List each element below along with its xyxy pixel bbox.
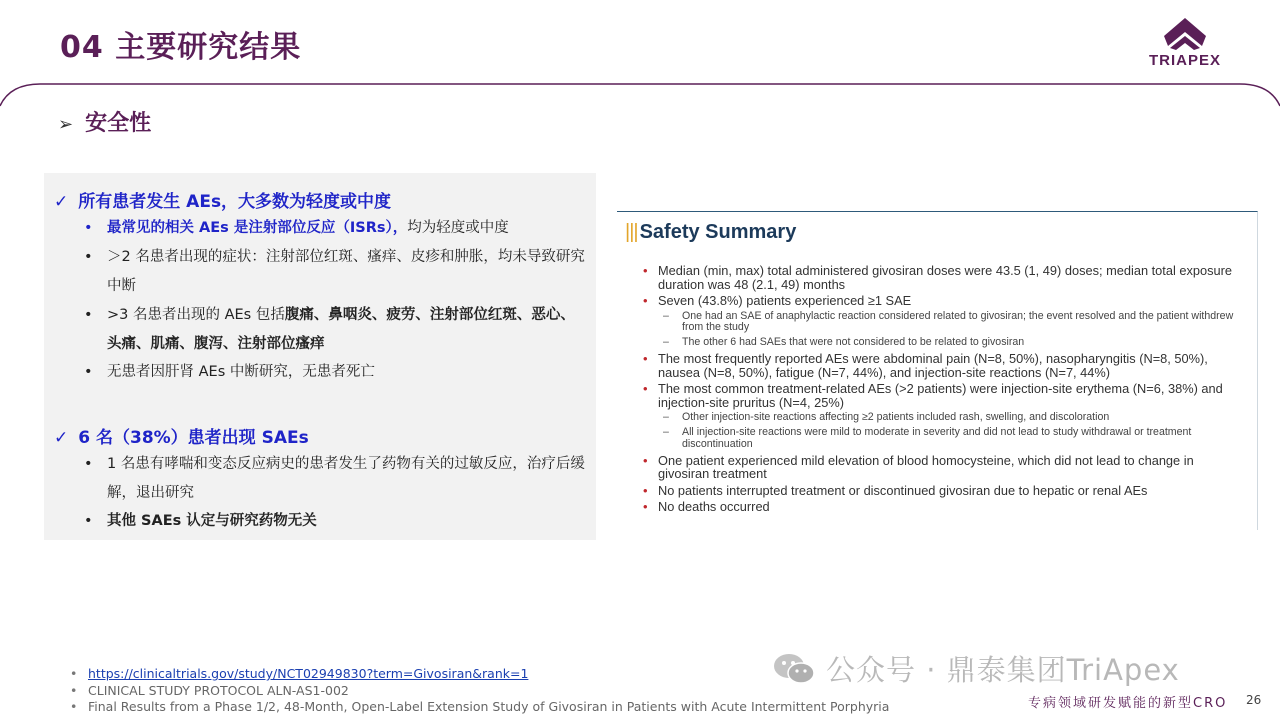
summary-item: • The most frequently reported AEs were abdominal pain (N=8, 50%), nasopharyngitis (N=8, 50%), nausea (N=8, 50%), fatigue (N=7, 44%), and injection-site reactions (N=7, 44%) <box>643 351 1208 380</box>
chinese-summary-panel <box>44 173 596 540</box>
bullet-icon: • <box>70 699 78 714</box>
triapex-logo <box>1140 16 1230 68</box>
tagline: 专病领域研发赋能的新型CRO <box>1028 696 1228 711</box>
bullet-icon: • <box>84 364 93 380</box>
bullet-icon: • <box>643 263 648 278</box>
bullet-highlight: 最常见的相关 AEs 是注射部位反应（ISRs）， <box>107 220 408 236</box>
summary-item: • One patient experienced mild elevation of blood homocysteine, which did not lead to change in givosiran treatment <box>643 452 1194 481</box>
clinicaltrials-link[interactable]: https://clinicaltrials.gov/study/NCT02949830?term=Givosiran&rank=1 <box>88 666 529 681</box>
references <box>70 666 889 716</box>
bullet-text: ＞2 名患者出现的症状：注射部位红斑、瘙痒、皮疹和肿胀，均未导致研究中断 <box>107 249 585 294</box>
bullet-icon: • <box>84 456 93 472</box>
bullet-bold-text: 其他 SAEs 认定与研究药物无关 <box>107 513 317 529</box>
bullet-text: 无患者因肝肾 AEs 中断研究，无患者死亡 <box>107 364 375 380</box>
summary-item: • The most common treatment-related AEs (>2 patients) were injection-site erythema (N=6, 38%) and injection-site pruritus (N=4, 25%) <box>643 381 1223 410</box>
bullet-item <box>84 301 589 359</box>
summary-item: • No deaths occurred <box>643 499 770 514</box>
bullet-item <box>84 214 589 243</box>
summary-subitem: – All injection-site reactions were mild to moderate in severity and did not lead to study withdrawal or treatment discontinuation <box>663 426 1192 450</box>
bullet-item <box>84 358 589 387</box>
summary-subitem: – Other injection-site reactions affecting ≥2 patients included rash, swelling, and discoloration <box>663 411 1110 423</box>
header-divider <box>0 78 1280 108</box>
check-item-text: 所有患者发生 AEs，大多数为轻度或中度 <box>78 192 392 212</box>
summary-item: • Seven (43.8%) patients experienced ≥1 SAE <box>643 293 912 308</box>
bars-icon: ||| <box>625 221 638 243</box>
section-heading <box>58 106 151 137</box>
summary-item: • No patients interrupted treatment or discontinued givosiran due to hepatic or renal AEs <box>643 482 1148 498</box>
dash-icon: – <box>663 426 669 438</box>
bullet-icon: • <box>643 351 648 366</box>
bullet-icon: • <box>643 482 648 498</box>
bullet-icon: • <box>643 293 648 308</box>
check-item-aes <box>54 187 391 212</box>
safety-summary-box <box>617 211 1258 530</box>
dash-icon: – <box>663 336 669 348</box>
summary-subitem: – One had an SAE of anaphylactic reaction considered related to givosiran; the event resolved and the patient withdrew from the study <box>663 309 1234 333</box>
safety-summary-title: ||| Safety Summary <box>625 221 797 243</box>
bullet-icon: • <box>84 513 93 529</box>
bullet-icon: • <box>643 381 648 396</box>
dash-icon: – <box>663 309 669 322</box>
bullet-text: 1 名患有哮喘和变态反应病史的患者发生了药物有关的过敏反应，治疗后缓解，退出研究 <box>107 456 585 501</box>
logo-text: TRIAPEX <box>1148 52 1221 69</box>
reference-item: • CLINICAL STUDY PROTOCOL ALN-AS1-002 <box>70 682 349 698</box>
arrow-right-icon: ➢ <box>58 114 74 135</box>
check-icon: ✓ <box>54 192 69 212</box>
triapex-logo-icon <box>1140 16 1230 56</box>
check-icon: ✓ <box>54 428 69 448</box>
bullet-icon: • <box>70 666 78 681</box>
wechat-icon <box>772 652 816 686</box>
bullet-item <box>84 450 589 508</box>
safety-summary-list <box>643 264 1243 517</box>
bullet-item <box>84 507 589 536</box>
reference-item <box>70 666 889 683</box>
bullet-bold-text: 腹痛、鼻咽炎、疲劳、注射部位红斑、恶心、头痛、肌痛、腹泻、注射部位瘙痒 <box>107 307 575 352</box>
page-title: 04 主要研究结果 <box>60 30 302 65</box>
bullet-icon: • <box>643 452 648 468</box>
bullet-icon: • <box>84 220 93 236</box>
check-item-text: 6 名（38%）患者出现 SAEs <box>78 428 309 448</box>
bullet-text: 均为轻度或中度 <box>407 220 509 236</box>
bullet-icon: • <box>84 249 93 265</box>
bullet-item <box>84 243 589 301</box>
reference-item: • Final Results from a Phase 1/2, 48-Month, Open-Label Extension Study of Givosiran in Patients with Acute Intermittent Porphyria <box>70 699 890 714</box>
summary-item: • Median (min, max) total administered givosiran doses were 43.5 (1, 49) doses; median total exposure duration was 48 (2.1, 49) months <box>643 263 1233 292</box>
page-number: 26 <box>1246 693 1262 707</box>
bullet-icon: • <box>643 499 648 514</box>
watermark <box>772 648 1180 689</box>
section-title: 安全性 <box>85 111 152 136</box>
summary-subitem: – The other 6 had SAEs that were not considered to be related to givosiran <box>663 336 1025 348</box>
bullet-text: >3 名患者出现的 AEs 包括 <box>107 307 285 323</box>
bullet-icon: • <box>70 682 78 698</box>
dash-icon: – <box>663 411 669 423</box>
bullet-icon: • <box>84 307 93 323</box>
check-item-saes <box>54 423 309 448</box>
watermark-text: 公众号 · 鼎泰集团TriApex <box>826 653 1180 687</box>
